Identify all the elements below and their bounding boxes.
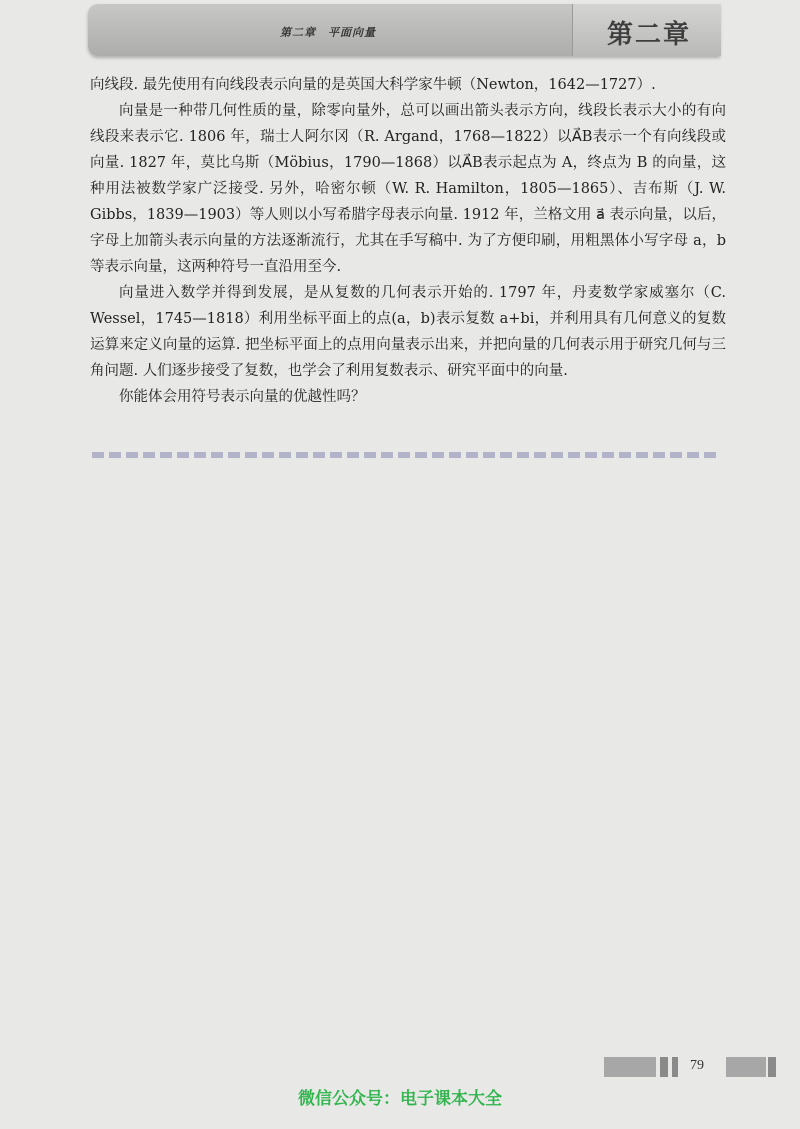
- paragraph-2: 向量是一种带几何性质的量，除零向量外，总可以画出箭头表示方向，线段长表示大小的有向线段来表示它. 1806 年，瑞士人阿尔冈（R. Argand，1768—1822）以A⃗B表示一个有向线段或向量. 1827 年，莫比乌斯（Möbius，1790—1868）以A⃗B表示起点为 A，终点为 B 的向量，这种用法被数学家广泛接受. 另外，哈密尔顿（W. R. Hamilton，1805—1865）、吉布斯（J. W. Gibbs，1839—1903）等人则以小写希腊字母表示向量. 1912 年，兰格文用 a⃗ 表示向量，以后，字母上加箭头表示向量的方法逐渐流行，尤其在手写稿中. 为了方便印刷，用粗黑体小写字母 a，b 等表示向量，这两种符号一直沿用至今.: [90, 103, 726, 275]
- watermark-text: 微信公众号：电子课本大全: [298, 1089, 502, 1109]
- footer-bar-right: [726, 1057, 766, 1077]
- body-text: [90, 72, 726, 410]
- paragraph-3: 向量进入数学并得到发展，是从复数的几何表示开始的. 1797 年，丹麦数学家威塞尔（C. Wessel，1745—1818）利用坐标平面上的点(a，b)表示复数 a+bi，并利用具有几何意义的复数运算来定义向量的运算. 把坐标平面上的点用向量表示出来，并把向量的几何表示用于研究几何与三角问题. 人们逐步接受了复数，也学会了利用复数表示、研究平面中的向量.: [90, 285, 726, 379]
- footer-block: [768, 1057, 776, 1077]
- footer-block: [672, 1057, 678, 1077]
- paragraph-1: 向线段. 最先使用有向线段表示向量的是英国大科学家牛顿（Newton，1642—1727）.: [90, 77, 656, 93]
- footer-block: [660, 1057, 668, 1077]
- chapter-tab-label: 第二章: [607, 20, 692, 50]
- chapter-tab: [572, 4, 721, 56]
- page-number: 79: [690, 1058, 704, 1073]
- paragraph-4: 你能体会用符号表示向量的优越性吗？: [119, 389, 366, 405]
- footer-bar-left: [604, 1057, 656, 1077]
- dashed-divider: [92, 452, 720, 458]
- running-head: 第二章 平面向量: [280, 26, 376, 39]
